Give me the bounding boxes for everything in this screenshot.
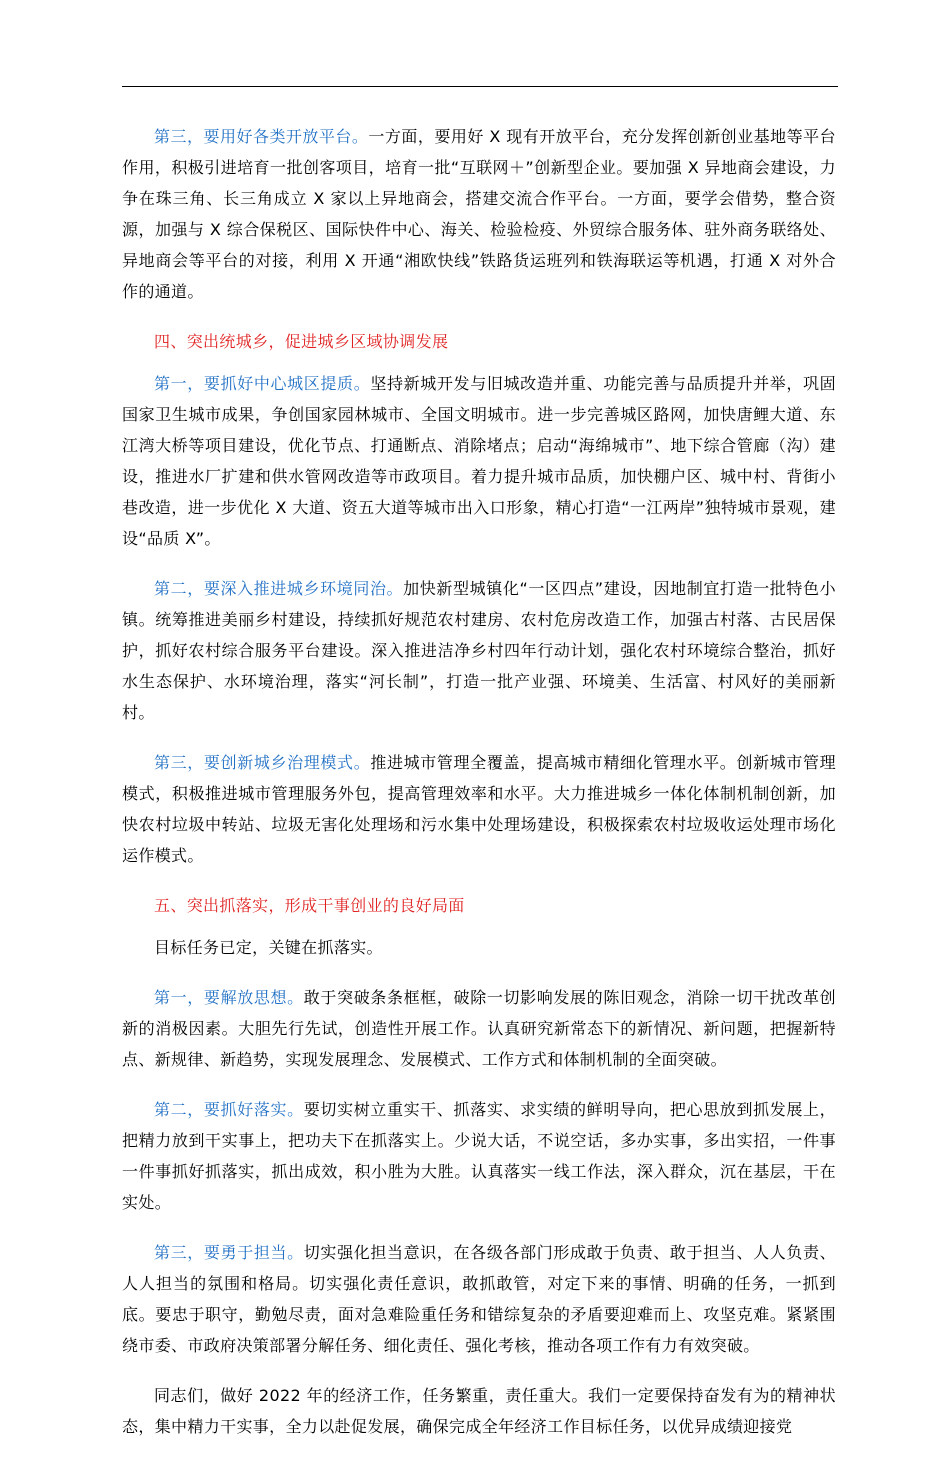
section-heading-text: 四、突出统城乡，促进城乡区域协调发展 xyxy=(154,332,449,351)
paragraph-lead: 第三，要用好各类开放平台。 xyxy=(154,127,369,146)
paragraph-text: 敢于突破条条框框，破除一切影响发展的陈旧观念，消除一切干扰改革创新的消极因素。大胆先行先试，创造性开展工作。认真研究新常态下的新情况、新问题，把握新特点、新规律、新趋势，实现发展理念、发展模式、工作方式和体制机制的全面突破。 xyxy=(122,988,837,1069)
paragraph-lead: 第三，要创新城乡治理模式。 xyxy=(154,753,371,772)
paragraph-lead: 第二，要深入推进城乡环境同治。 xyxy=(154,579,404,598)
paragraph-governance-model xyxy=(122,747,836,871)
paragraph-lead: 第三，要勇于担当。 xyxy=(154,1243,304,1262)
paragraph-lead: 第一，要解放思想。 xyxy=(154,988,304,1007)
paragraph-text: 切实强化担当意识，在各级各部门形成敢于负责、敢于担当、人人负责、人人担当的氛围和格局。切实强化责任意识，敢抓敢管，对定下来的事情、明确的任务，一抓到底。要忠于职守，勤勉尽责，面对急难险重任务和错综复杂的矛盾要迎难而上、攻坚克难。紧紧围绕市委、市政府决策部署分解任务、细化责任、强化考核，推动各项工作有力有效突破。 xyxy=(122,1243,837,1355)
paragraph-text: 同志们，做好 2022 年的经济工作，任务繁重，责任重大。我们一定要保持奋发有为的精神状态，集中精力干实事，全力以赴促发展，确保完成全年经济工作目标任务，以优异成绩迎接党 xyxy=(122,1386,836,1436)
paragraph-closing xyxy=(122,1380,836,1442)
section-heading-five xyxy=(122,890,836,921)
paragraph-intro xyxy=(122,932,836,963)
paragraph-urban-rural-environment xyxy=(122,573,836,728)
section-heading-four xyxy=(122,326,836,357)
paragraph-open-platforms xyxy=(122,121,836,307)
paragraph-central-city xyxy=(122,368,836,554)
paragraph-text: 一方面，要用好 X 现有开放平台，充分发挥创新创业基地等平台作用，积极引进培育一批创客项目，培育一批“互联网＋”创新型企业。要加强 X 异地商会建设，力争在珠三角、长三角成立 X 家以上异地商会，搭建交流合作平台。一方面，要学会借势，整合资源，加强与 X 综合保税区、国际快件中心、海关、检验检疫、外贸综合服务体、驻外商务联络处、异地商会等平台的对接，利用 X 开通“湘欧快线”铁路货运班列和铁海联运等机遇，打通 X 对外合作的通道。 xyxy=(122,127,836,301)
paragraph-lead: 第一，要抓好中心城区提质。 xyxy=(154,374,371,393)
paragraph-text: 推进城市管理全覆盖，提高城市精细化管理水平。创新城市管理模式，积极推进城市管理服务外包，提高管理效率和水平。大力推进城乡一体化体制机制创新，加快农村垃圾中转站、垃圾无害化处理场和污水集中处理场建设，积极探索农村垃圾收运处理市场化运作模式。 xyxy=(122,753,836,865)
paragraph-lead: 第二，要抓好落实。 xyxy=(154,1100,304,1119)
paragraph-emancipate-mind xyxy=(122,982,836,1075)
paragraph-implementation xyxy=(122,1094,836,1218)
paragraph-responsibility xyxy=(122,1237,836,1361)
section-heading-text: 五、突出抓落实，形成干事创业的良好局面 xyxy=(154,896,465,915)
paragraph-text: 目标任务已定，关键在抓落实。 xyxy=(154,938,383,957)
header-rule xyxy=(122,86,838,87)
paragraph-text: 坚持新城开发与旧城改造并重、功能完善与品质提升并举，巩固国家卫生城市成果，争创国家园林城市、全国文明城市。进一步完善城区路网，加快唐鲤大道、东江湾大桥等项目建设，优化节点、打通断点、消除堵点；启动“海绵城市”、地下综合管廊（沟）建设，推进水厂扩建和供水管网改造等市政项目。着力提升城市品质，加快棚户区、城中村、背街小巷改造，进一步优化 X 大道、资五大道等城市出入口形象，精心打造“一江两岸”独特城市景观，建设“品质 X”。 xyxy=(122,374,836,548)
document-body xyxy=(122,121,836,1461)
paragraph-text: 要切实树立重实干、抓落实、求实绩的鲜明导向，把心思放到抓发展上，把精力放到干实事上，把功夫下在抓落实上。少说大话，不说空话，多办实事，多出实招，一件事一件事抓好抓落实，抓出成效，积小胜为大胜。认真落实一线工作法，深入群众，沉在基层，干在实处。 xyxy=(122,1100,837,1212)
paragraph-text: 加快新型城镇化“一区四点”建设，因地制宜打造一批特色小镇。统筹推进美丽乡村建设，持续抓好规范农村建房、农村危房改造工作，加强古村落、古民居保护，抓好农村综合服务平台建设。深入推进洁净乡村四年行动计划，强化农村环境综合整治，抓好水生态保护、水环境治理，落实“河长制”，打造一批产业强、环境美、生活富、村风好的美丽新村。 xyxy=(122,579,836,722)
